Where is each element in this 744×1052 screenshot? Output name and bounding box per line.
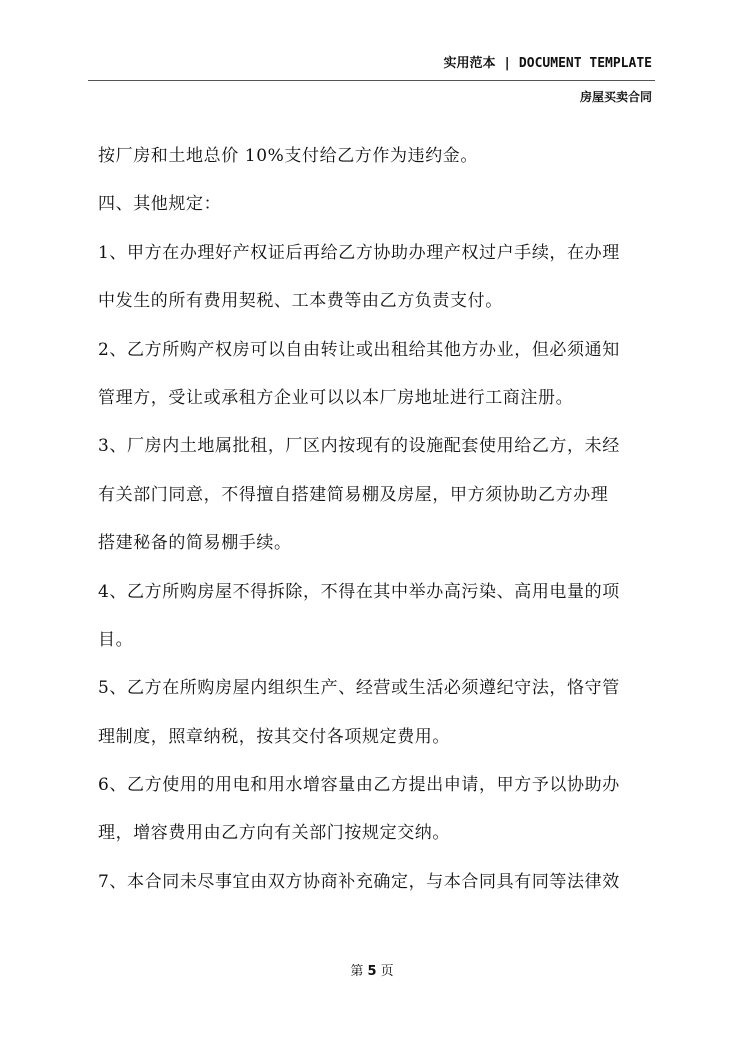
page-suffix: 页 bbox=[380, 964, 394, 979]
body-line: 按厂房和土地总价 10%支付给乙方作为违约金。 bbox=[98, 146, 478, 166]
body-line: 管理方，受让或承租方企业可以以本厂房地址进行工商注册。 bbox=[98, 387, 574, 408]
body-line: 理，增容费用由乙方向有关部门按规定交纳。 bbox=[98, 823, 450, 844]
section-heading: 四、其他规定： bbox=[98, 194, 222, 215]
body-line: 有关部门同意，不得擅自搭建简易棚及房屋，甲方须协助乙方办理 bbox=[98, 484, 609, 505]
body-line: 4、乙方所购房屋不得拆除，不得在其中举办高污染、高用电量的项 bbox=[98, 581, 620, 602]
body-line: 6、乙方使用的用电和用水增容量由乙方提出申请，甲方予以协助办 bbox=[98, 775, 620, 796]
page-prefix: 第 bbox=[350, 964, 364, 979]
header-doc-label: 实用范本 | DOCUMENT TEMPLATE bbox=[443, 56, 652, 71]
body-line: 3、厂房内土地属批租，厂区内按现有的设施配套使用给乙方，未经 bbox=[98, 436, 620, 457]
body-line: 5、乙方在所购房屋内组织生产、经营或生活必须遵纪守法，恪守管 bbox=[98, 678, 620, 699]
page-footer bbox=[0, 960, 744, 979]
body-line: 搭建秘备的简易棚手续。 bbox=[98, 533, 292, 554]
body-line: 2、乙方所购产权房可以自由转让或出租给其他方办业，但必须通知 bbox=[98, 339, 620, 360]
body-line: 目。 bbox=[98, 629, 134, 650]
page-number: 5 bbox=[367, 964, 377, 979]
header-divider bbox=[88, 80, 655, 81]
body-line: 7、本合同未尽事宜由双方协商补充确定，与本合同具有同等法律效 bbox=[98, 871, 620, 892]
body-line: 1、甲方在办理好产权证后再给乙方协助办理产权过户手续，在办理 bbox=[98, 242, 620, 263]
body-line: 理制度，照章纳税，按其交付各项规定费用。 bbox=[98, 726, 450, 747]
contract-body bbox=[98, 138, 660, 912]
body-line: 中发生的所有费用契税、工本费等由乙方负责支付。 bbox=[98, 291, 503, 312]
header-doc-title: 房屋买卖合同 bbox=[579, 90, 652, 104]
